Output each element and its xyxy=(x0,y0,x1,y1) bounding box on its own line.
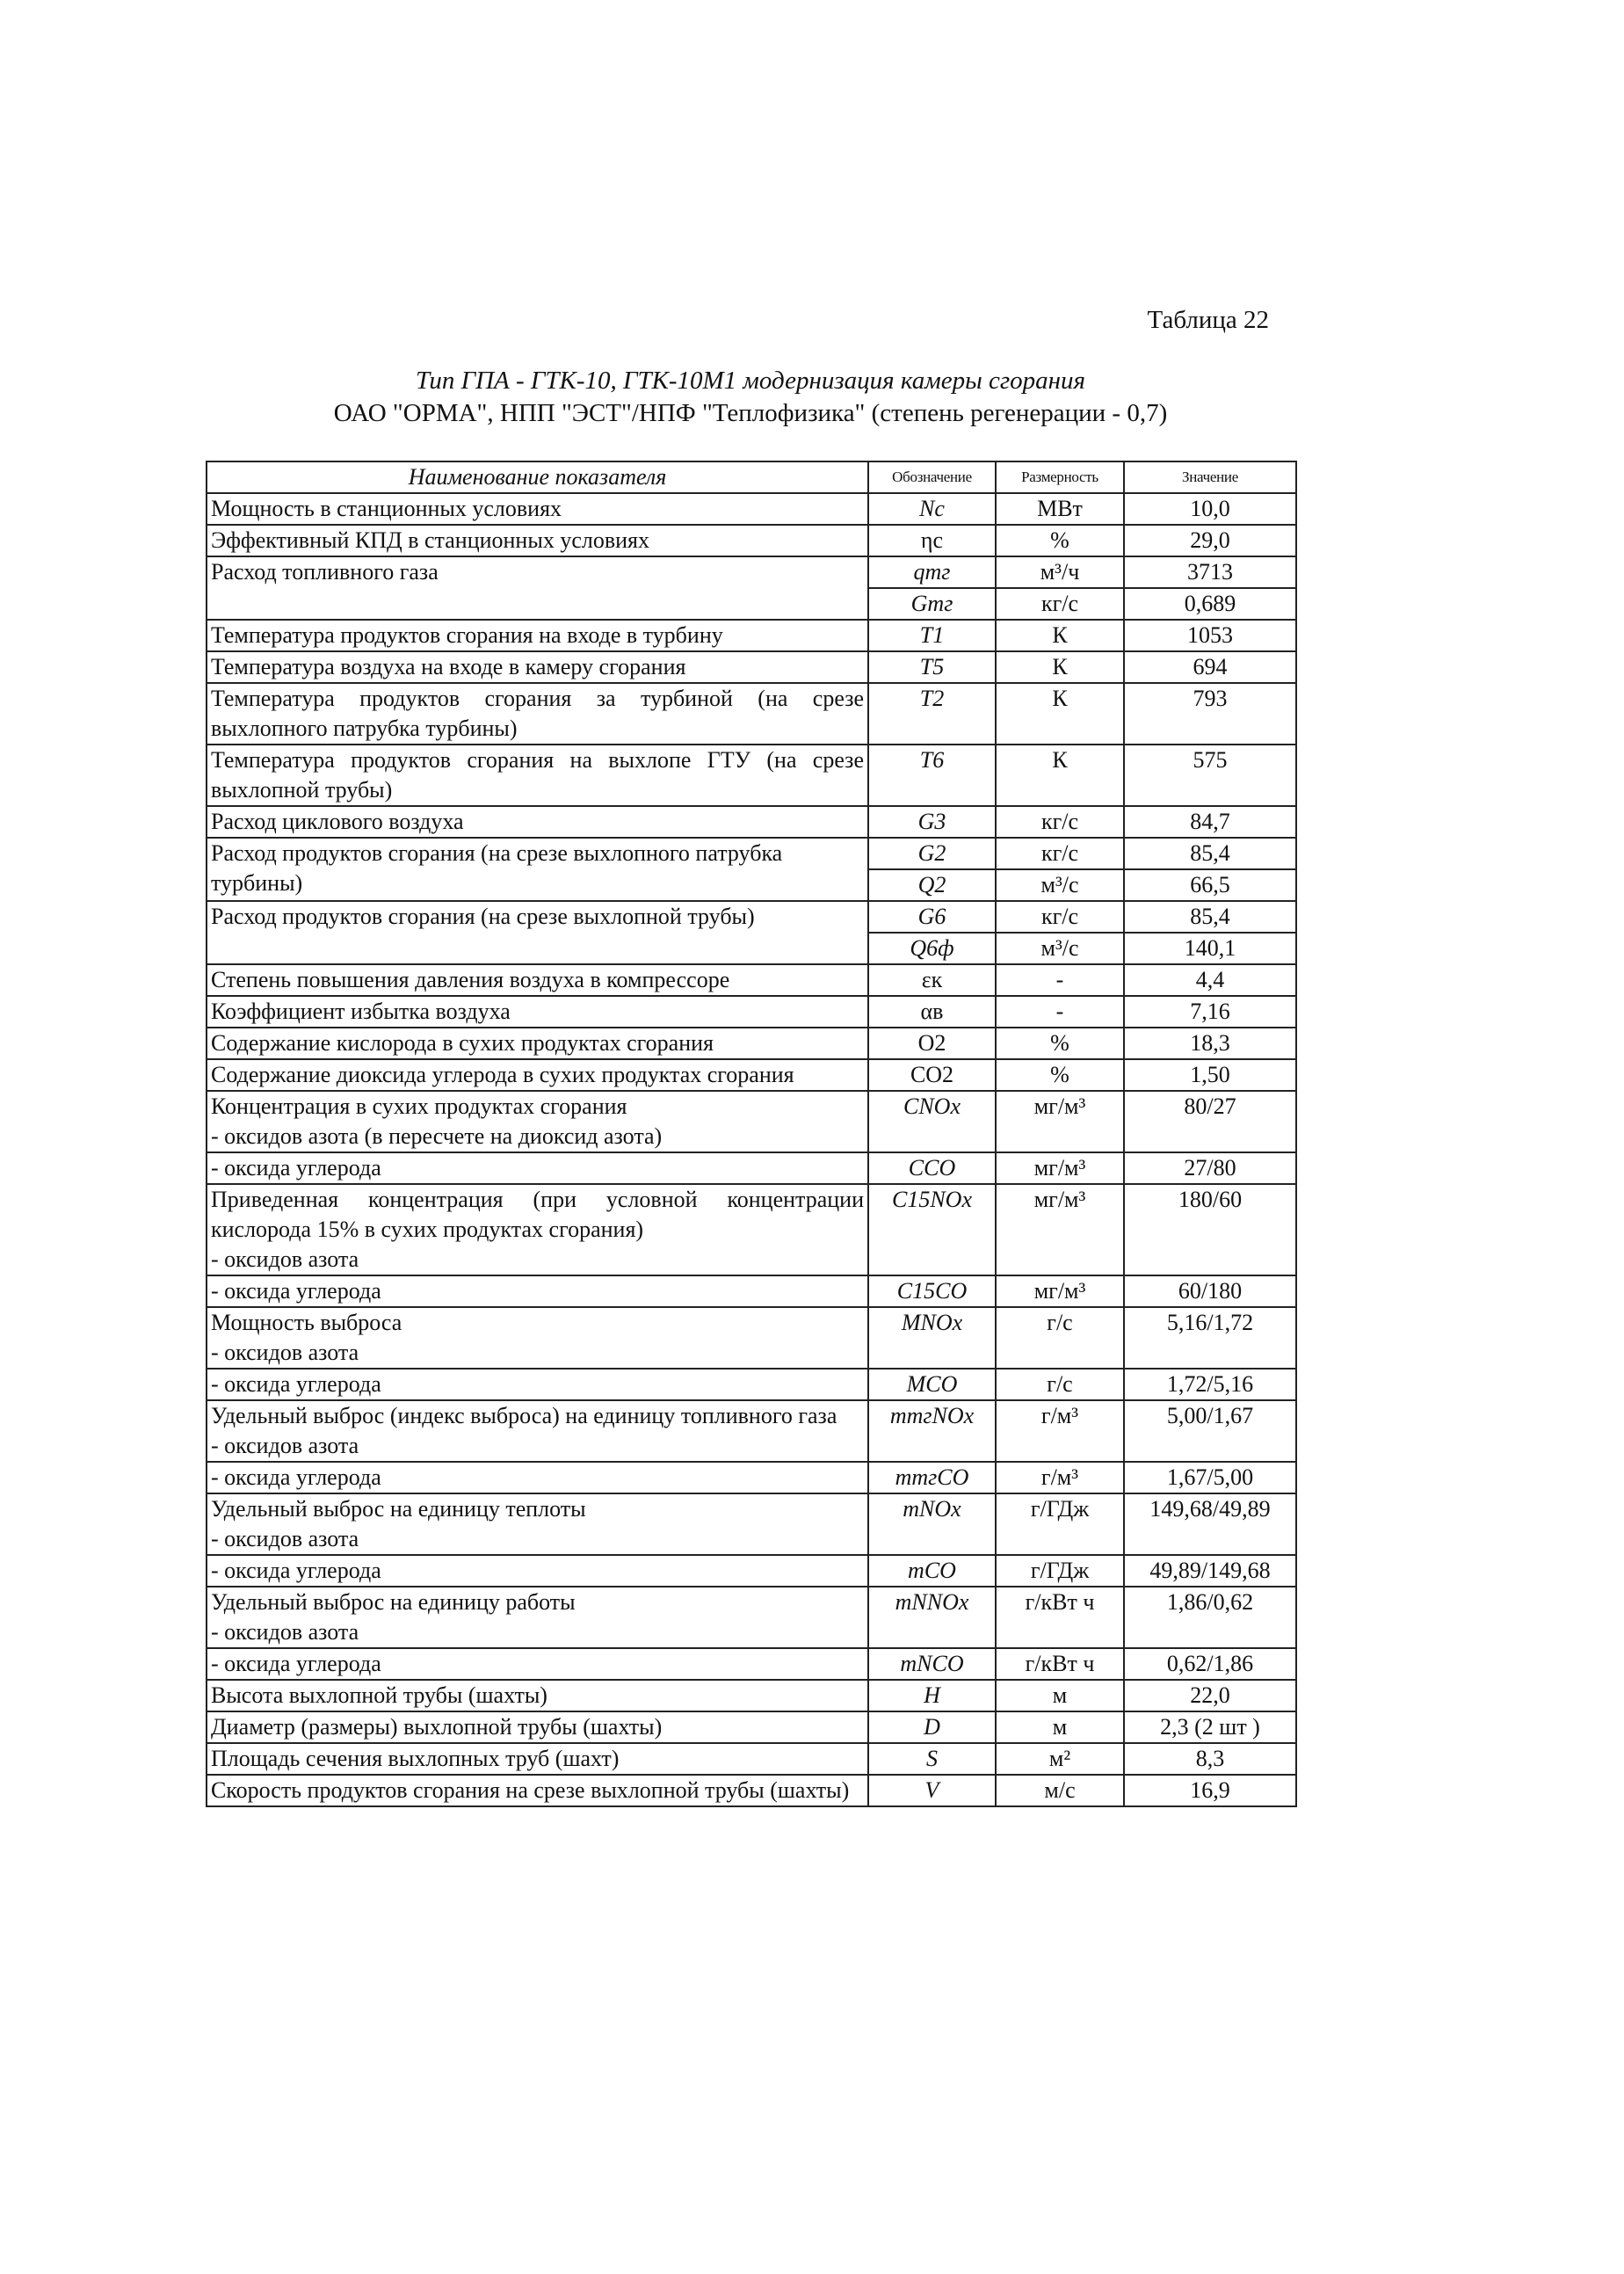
row-symbol: Nc xyxy=(868,493,996,525)
table-row xyxy=(207,493,1296,525)
row-unit: К xyxy=(996,745,1124,806)
row-unit: мг/м³ xyxy=(996,1184,1124,1275)
row-name: Мощность в станционных условиях xyxy=(207,493,868,525)
row-unit: г/с xyxy=(996,1369,1124,1400)
row-unit: г/ГДж xyxy=(996,1493,1124,1555)
row-unit: г/кВт ч xyxy=(996,1587,1124,1648)
row-symbol: Q2 xyxy=(868,869,996,901)
row-unit: м/с xyxy=(996,1775,1124,1806)
row-name xyxy=(207,1400,868,1462)
row-value: 1,72/5,16 xyxy=(1124,1369,1296,1400)
row-symbol: qтг xyxy=(868,556,996,588)
row-name: Расход продуктов сгорания (на срезе выхлопной трубы) xyxy=(207,901,868,964)
row-value: 5,00/1,67 xyxy=(1124,1400,1296,1462)
row-symbol: C15CO xyxy=(868,1275,996,1307)
row-unit: - xyxy=(996,964,1124,996)
row-unit: г/кВт ч xyxy=(996,1648,1124,1680)
row-symbol: G3 xyxy=(868,806,996,838)
row-unit: кг/с xyxy=(996,806,1124,838)
table-row xyxy=(207,996,1296,1028)
row-value: 575 xyxy=(1124,745,1296,806)
row-unit: % xyxy=(996,525,1124,556)
row-symbol: mNOx xyxy=(868,1493,996,1555)
row-unit: К xyxy=(996,683,1124,745)
row-name: Степень повышения давления воздуха в компрессоре xyxy=(207,964,868,996)
row-symbol: εк xyxy=(868,964,996,996)
table-row xyxy=(207,683,1296,745)
row-name xyxy=(207,1091,868,1152)
row-symbol: T1 xyxy=(868,620,996,651)
header-value: Значение xyxy=(1124,461,1296,493)
row-unit: м³/ч xyxy=(996,556,1124,588)
table-caption xyxy=(207,365,1294,430)
table-row xyxy=(207,806,1296,838)
row-value: 0,689 xyxy=(1124,588,1296,620)
row-value: 80/27 xyxy=(1124,1091,1296,1152)
row-symbol: H xyxy=(868,1680,996,1711)
row-symbol: mCO xyxy=(868,1555,996,1587)
row-name: Высота выхлопной трубы (шахты) xyxy=(207,1680,868,1711)
row-subitem: - оксида углерода xyxy=(207,1369,868,1400)
row-symbol: V xyxy=(868,1775,996,1806)
table-row xyxy=(207,525,1296,556)
row-unit: мг/м³ xyxy=(996,1152,1124,1184)
table-row xyxy=(207,745,1296,806)
row-value: 1053 xyxy=(1124,620,1296,651)
table-row xyxy=(207,556,1296,588)
table-row xyxy=(207,1711,1296,1743)
row-title: Удельный выброс на единицу работы xyxy=(211,1589,576,1615)
row-subitem: - оксида углерода xyxy=(207,1648,868,1680)
row-unit: мг/м³ xyxy=(996,1275,1124,1307)
row-value: 7,16 xyxy=(1124,996,1296,1028)
table-row xyxy=(207,901,1296,933)
row-value: 1,50 xyxy=(1124,1059,1296,1091)
table-row xyxy=(207,1400,1296,1462)
row-subitem: - оксида углерода xyxy=(207,1555,868,1587)
row-unit: - xyxy=(996,996,1124,1028)
row-symbol: ηc xyxy=(868,525,996,556)
row-value: 29,0 xyxy=(1124,525,1296,556)
row-unit: мг/м³ xyxy=(996,1091,1124,1152)
row-name xyxy=(207,1307,868,1369)
row-name: Температура продуктов сгорания на входе в турбину xyxy=(207,620,868,651)
row-symbol: mNCO xyxy=(868,1648,996,1680)
parameters-table xyxy=(206,461,1297,1807)
row-title: Приведенная концентрация (при условной концентрации кислорода 15% в сухих продуктах сгорания) xyxy=(211,1187,864,1242)
table-row xyxy=(207,1493,1296,1555)
row-subitem: - оксидов азота xyxy=(211,1526,359,1551)
row-name: Расход циклового воздуха xyxy=(207,806,868,838)
table-row xyxy=(207,1462,1296,1493)
row-symbol: CO2 xyxy=(868,1059,996,1091)
row-unit: г/ГДж xyxy=(996,1555,1124,1587)
row-unit: м xyxy=(996,1680,1124,1711)
row-symbol: Gтг xyxy=(868,588,996,620)
row-symbol: S xyxy=(868,1743,996,1775)
row-name: Коэффициент избытка воздуха xyxy=(207,996,868,1028)
row-unit: К xyxy=(996,651,1124,683)
row-value: 2,3 (2 шт ) xyxy=(1124,1711,1296,1743)
header-symbol: Обозначение xyxy=(868,461,996,493)
row-title: Удельный выброс на единицу теплоты xyxy=(211,1496,586,1522)
table-row xyxy=(207,1275,1296,1307)
row-subitem: - оксидов азота xyxy=(211,1340,359,1365)
row-unit: г/м³ xyxy=(996,1400,1124,1462)
row-value: 3713 xyxy=(1124,556,1296,588)
row-unit: кг/с xyxy=(996,838,1124,869)
row-value: 49,89/149,68 xyxy=(1124,1555,1296,1587)
row-name: Температура продуктов сгорания за турбиной (на срезе выхлопного патрубка турбины) xyxy=(207,683,868,745)
row-unit: г/м³ xyxy=(996,1462,1124,1493)
row-value: 18,3 xyxy=(1124,1028,1296,1059)
row-subitem: - оксида углерода xyxy=(207,1152,868,1184)
row-unit: % xyxy=(996,1028,1124,1059)
row-value: 0,62/1,86 xyxy=(1124,1648,1296,1680)
table-row xyxy=(207,1152,1296,1184)
table-number-label: Таблица 22 xyxy=(1147,306,1269,334)
table-row xyxy=(207,1648,1296,1680)
row-symbol: mтгCO xyxy=(868,1462,996,1493)
row-subitem: - оксидов азота xyxy=(211,1619,359,1645)
header-unit: Размерность xyxy=(996,461,1124,493)
row-unit: м² xyxy=(996,1743,1124,1775)
row-unit: м³/с xyxy=(996,933,1124,964)
row-value: 1,67/5,00 xyxy=(1124,1462,1296,1493)
row-symbol: αв xyxy=(868,996,996,1028)
row-name: Диаметр (размеры) выхлопной трубы (шахты) xyxy=(207,1711,868,1743)
row-name xyxy=(207,1184,868,1275)
row-symbol: D xyxy=(868,1711,996,1743)
row-name: Температура воздуха на входе в камеру сгорания xyxy=(207,651,868,683)
row-value: 84,7 xyxy=(1124,806,1296,838)
header-name: Наименование показателя xyxy=(207,461,868,493)
row-value: 10,0 xyxy=(1124,493,1296,525)
table-row xyxy=(207,1743,1296,1775)
table-row xyxy=(207,1775,1296,1806)
row-title: Концентрация в сухих продуктах сгорания xyxy=(211,1093,627,1119)
row-symbol: G2 xyxy=(868,838,996,869)
row-value: 4,4 xyxy=(1124,964,1296,996)
caption-line-1: Тип ГПА - ГТК-10, ГТК-10М1 модернизация камеры сгорания xyxy=(415,367,1086,395)
row-title: Удельный выброс (индекс выброса) на единицу топливного газа xyxy=(211,1403,837,1428)
row-name xyxy=(207,1587,868,1648)
row-unit: м³/с xyxy=(996,869,1124,901)
row-subitem: - оксидов азота (в пересчете на диоксид азота) xyxy=(211,1123,663,1149)
row-name: Площадь сечения выхлопных труб (шахт) xyxy=(207,1743,868,1775)
row-symbol: T2 xyxy=(868,683,996,745)
row-symbol: mNNOx xyxy=(868,1587,996,1648)
row-value: 140,1 xyxy=(1124,933,1296,964)
row-name xyxy=(207,1493,868,1555)
table-row xyxy=(207,1680,1296,1711)
table-row xyxy=(207,1184,1296,1275)
row-symbol: mтгNOx xyxy=(868,1400,996,1462)
row-value: 16,9 xyxy=(1124,1775,1296,1806)
row-name: Содержание кислорода в сухих продуктах сгорания xyxy=(207,1028,868,1059)
row-value: 66,5 xyxy=(1124,869,1296,901)
row-value: 5,16/1,72 xyxy=(1124,1307,1296,1369)
row-value: 27/80 xyxy=(1124,1152,1296,1184)
row-value: 8,3 xyxy=(1124,1743,1296,1775)
row-name: Содержание диоксида углерода в сухих продуктах сгорания xyxy=(207,1059,868,1091)
row-value: 22,0 xyxy=(1124,1680,1296,1711)
table-row xyxy=(207,1555,1296,1587)
row-symbol: O2 xyxy=(868,1028,996,1059)
row-name: Расход топливного газа xyxy=(207,556,868,620)
table-row xyxy=(207,1307,1296,1369)
caption-line-2: ОАО "ОРМА", НПП "ЭСТ"/НПФ "Теплофизика" (степень регенерации - 0,7) xyxy=(333,399,1168,427)
row-name: Эффективный КПД в станционных условиях xyxy=(207,525,868,556)
row-value: 1,86/0,62 xyxy=(1124,1587,1296,1648)
row-unit: % xyxy=(996,1059,1124,1091)
row-unit: м xyxy=(996,1711,1124,1743)
row-value: 793 xyxy=(1124,683,1296,745)
table-row xyxy=(207,1059,1296,1091)
row-name: Скорость продуктов сгорания на срезе выхлопной трубы (шахты) xyxy=(207,1775,868,1806)
row-symbol: CCO xyxy=(868,1152,996,1184)
table-header-row xyxy=(207,461,1296,493)
row-name: Расход продуктов сгорания (на срезе выхлопного патрубка турбины) xyxy=(207,838,868,901)
row-symbol: T5 xyxy=(868,651,996,683)
table-row xyxy=(207,1028,1296,1059)
table-row xyxy=(207,964,1296,996)
table-row xyxy=(207,1091,1296,1152)
row-subitem: - оксидов азота xyxy=(211,1433,359,1458)
row-unit: К xyxy=(996,620,1124,651)
table-row xyxy=(207,1587,1296,1648)
row-unit: кг/с xyxy=(996,588,1124,620)
row-value: 85,4 xyxy=(1124,901,1296,933)
row-unit: г/с xyxy=(996,1307,1124,1369)
row-symbol: C15NOx xyxy=(868,1184,996,1275)
row-symbol: MCO xyxy=(868,1369,996,1400)
row-value: 85,4 xyxy=(1124,838,1296,869)
row-subitem: - оксида углерода xyxy=(207,1275,868,1307)
row-symbol: G6 xyxy=(868,901,996,933)
table-row xyxy=(207,620,1296,651)
table-row xyxy=(207,651,1296,683)
row-symbol: CNOx xyxy=(868,1091,996,1152)
row-subitem: - оксидов азота xyxy=(211,1246,359,1272)
row-subitem: - оксида углерода xyxy=(207,1462,868,1493)
row-value: 149,68/49,89 xyxy=(1124,1493,1296,1555)
row-unit: кг/с xyxy=(996,901,1124,933)
row-value: 694 xyxy=(1124,651,1296,683)
row-name: Температура продуктов сгорания на выхлопе ГТУ (на срезе выхлопной трубы) xyxy=(207,745,868,806)
row-value: 180/60 xyxy=(1124,1184,1296,1275)
row-value: 60/180 xyxy=(1124,1275,1296,1307)
row-symbol: Q6ф xyxy=(868,933,996,964)
row-title: Мощность выброса xyxy=(211,1310,402,1335)
row-unit: МВт xyxy=(996,493,1124,525)
table-row xyxy=(207,1369,1296,1400)
row-symbol: MNOx xyxy=(868,1307,996,1369)
row-symbol: T6 xyxy=(868,745,996,806)
table-row xyxy=(207,838,1296,869)
